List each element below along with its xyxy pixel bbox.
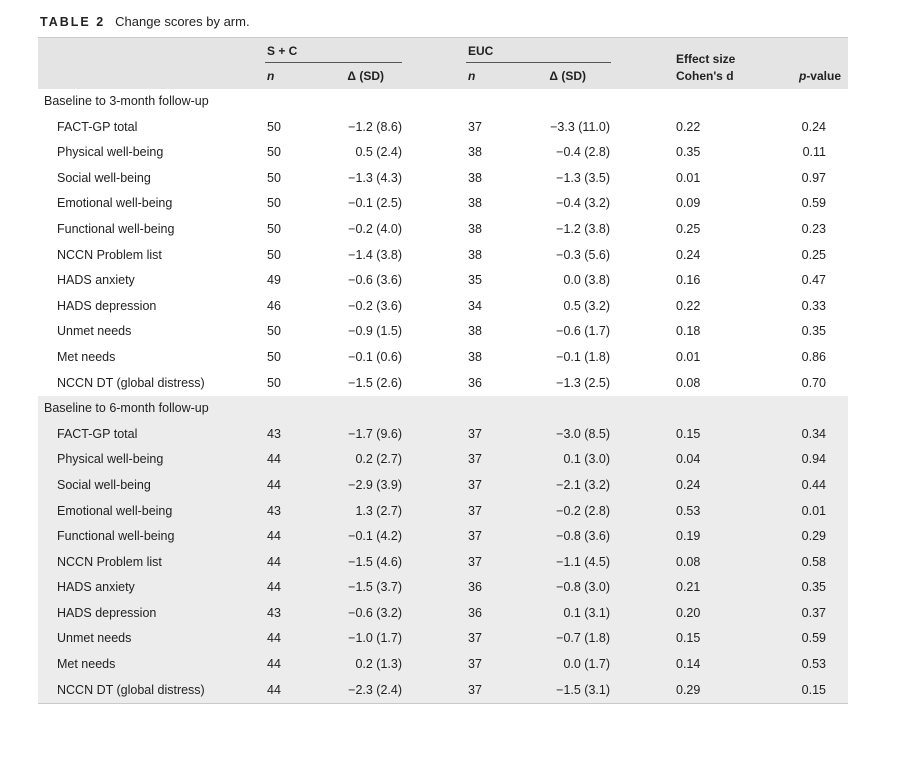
cell-euc-delta: 0.1 (3.0) (563, 452, 610, 467)
cell-euc-n: 37 (468, 503, 482, 518)
cell-sc-delta: −1.0 (1.7) (348, 631, 402, 646)
col-header-n2: n (468, 69, 476, 83)
row-label: Unmet needs (57, 631, 132, 646)
cell-p-value: 0.11 (802, 145, 826, 160)
cell-sc-n: 44 (267, 682, 281, 697)
cell-sc-n: 43 (267, 426, 281, 441)
col-header-n1: n (267, 69, 275, 83)
cell-sc-n: 44 (267, 631, 281, 646)
row-label: HADS depression (57, 605, 157, 620)
table-caption (40, 14, 250, 29)
cell-euc-delta: −0.6 (1.7) (556, 324, 610, 339)
cell-euc-delta: −1.3 (2.5) (556, 375, 610, 390)
cell-p-value: 0.53 (801, 657, 826, 672)
row-label: Physical well-being (57, 452, 164, 467)
table-row (38, 652, 848, 678)
cell-sc-n: 44 (267, 452, 281, 467)
cell-p-value: 0.59 (801, 631, 826, 646)
col-header-p-value: p-value (798, 69, 841, 83)
table-title: Change scores by arm. (115, 14, 250, 29)
cell-euc-n: 36 (468, 580, 482, 595)
row-label: NCCN DT (global distress) (57, 375, 205, 390)
cell-euc-delta: −0.4 (3.2) (556, 196, 610, 211)
table-number: TABLE 2 (40, 15, 106, 29)
cell-sc-delta: −0.6 (3.2) (348, 605, 402, 620)
cell-sc-n: 50 (267, 375, 281, 390)
row-label: NCCN Problem list (57, 554, 162, 569)
cell-sc-delta: −1.7 (9.6) (348, 426, 402, 441)
table-row (38, 601, 848, 627)
cell-euc-n: 37 (468, 529, 482, 544)
cell-sc-delta: −0.2 (4.0) (348, 221, 402, 236)
cell-euc-delta: 0.5 (3.2) (563, 298, 610, 313)
cell-euc-n: 36 (468, 375, 482, 390)
cell-p-value: 0.97 (801, 170, 826, 185)
cell-sc-delta: −0.1 (2.5) (348, 196, 402, 211)
cell-p-value: 0.15 (801, 682, 826, 697)
cell-euc-n: 37 (468, 452, 482, 467)
table-header (38, 37, 848, 89)
cell-euc-n: 35 (468, 273, 482, 288)
cell-euc-n: 37 (468, 657, 482, 672)
cell-euc-n: 38 (468, 145, 482, 160)
cell-euc-delta: −3.0 (8.5) (556, 426, 610, 441)
col-header-effect-size: Effect size (676, 52, 736, 66)
row-label: FACT-GP total (57, 426, 138, 441)
cell-effect-size: 0.15 (676, 426, 701, 441)
cell-p-value: 0.33 (801, 298, 826, 313)
cell-p-value: 0.29 (801, 529, 826, 544)
cell-sc-delta: −0.2 (3.6) (348, 298, 402, 313)
cell-euc-n: 38 (468, 247, 482, 262)
cell-euc-n: 38 (468, 196, 482, 211)
cell-sc-delta: −1.5 (2.6) (348, 375, 402, 390)
table-section-1 (38, 89, 848, 396)
cell-euc-n: 38 (468, 170, 482, 185)
table-row (38, 345, 848, 371)
cell-sc-n: 46 (267, 298, 281, 313)
cell-euc-n: 37 (468, 554, 482, 569)
cell-sc-n: 44 (267, 657, 281, 672)
table-row (38, 140, 848, 166)
cell-p-value: 0.47 (801, 273, 826, 288)
cell-sc-n: 44 (267, 529, 281, 544)
cell-sc-n: 50 (267, 170, 281, 185)
row-label: NCCN Problem list (57, 247, 162, 262)
cell-effect-size: 0.29 (676, 682, 701, 697)
cell-euc-delta: −3.3 (11.0) (550, 119, 610, 134)
cell-effect-size: 0.16 (676, 273, 701, 288)
cell-sc-delta: −1.2 (8.6) (348, 119, 402, 134)
cell-effect-size: 0.14 (676, 657, 701, 672)
cell-euc-delta: 0.0 (1.7) (563, 657, 610, 672)
row-label: Functional well-being (57, 529, 175, 544)
row-label: Emotional well-being (57, 503, 173, 518)
table-row (38, 524, 848, 550)
section-title: Baseline to 3-month follow-up (44, 94, 209, 108)
cell-effect-size: 0.01 (676, 349, 701, 364)
cell-effect-size: 0.08 (676, 554, 701, 569)
cell-euc-n: 37 (468, 119, 482, 134)
cell-p-value: 0.86 (801, 349, 826, 364)
col-header-delta2: Δ (SD) (549, 69, 586, 83)
table-row (38, 422, 848, 448)
cell-p-value: 0.59 (801, 196, 826, 211)
cell-sc-delta: −2.3 (2.4) (348, 682, 402, 697)
cell-euc-delta: −2.1 (3.2) (556, 477, 610, 492)
cell-effect-size: 0.24 (676, 247, 701, 262)
table-row (38, 678, 848, 704)
cell-euc-n: 38 (468, 221, 482, 236)
cell-euc-delta: −0.1 (1.8) (556, 349, 610, 364)
cell-effect-size: 0.21 (676, 580, 701, 595)
cell-sc-delta: 1.3 (2.7) (355, 503, 402, 518)
cell-euc-delta: −0.8 (3.6) (556, 529, 610, 544)
group-underline-euc (466, 62, 611, 63)
cell-sc-delta: −2.9 (3.9) (348, 477, 402, 492)
row-label: Met needs (57, 349, 116, 364)
table-row (38, 499, 848, 525)
group-underline-sc (265, 62, 402, 63)
row-label: Unmet needs (57, 324, 132, 339)
cell-sc-n: 44 (267, 554, 281, 569)
cell-sc-delta: −1.3 (4.3) (348, 170, 402, 185)
cell-euc-delta: −1.1 (4.5) (556, 554, 610, 569)
cell-sc-n: 43 (267, 503, 281, 518)
cell-effect-size: 0.53 (676, 503, 701, 518)
cell-p-value: 0.58 (801, 554, 826, 569)
row-label: FACT-GP total (57, 119, 138, 134)
table-section-2 (38, 396, 848, 704)
cell-sc-n: 50 (267, 324, 281, 339)
cell-sc-delta: 0.2 (2.7) (355, 452, 402, 467)
cell-effect-size: 0.24 (676, 477, 701, 492)
cell-sc-delta: −0.9 (1.5) (348, 324, 402, 339)
cell-effect-size: 0.01 (676, 170, 701, 185)
cell-euc-n: 37 (468, 426, 482, 441)
cell-euc-delta: −0.8 (3.0) (556, 580, 610, 595)
table-row (38, 166, 848, 192)
cell-effect-size: 0.25 (676, 221, 701, 236)
cell-euc-delta: −1.5 (3.1) (556, 682, 610, 697)
row-label: HADS anxiety (57, 580, 135, 595)
cell-euc-delta: −0.2 (2.8) (556, 503, 610, 518)
cell-sc-delta: 0.2 (1.3) (355, 657, 402, 672)
cell-p-value: 0.35 (801, 580, 826, 595)
table-row (38, 243, 848, 269)
row-label: NCCN DT (global distress) (57, 682, 205, 697)
table-row (38, 319, 848, 345)
cell-effect-size: 0.20 (676, 605, 701, 620)
table-row (38, 473, 848, 499)
cell-sc-delta: −0.1 (4.2) (348, 529, 402, 544)
cell-sc-n: 50 (267, 221, 281, 236)
cell-sc-delta: −1.4 (3.8) (348, 247, 402, 262)
cell-p-value: 0.44 (801, 477, 826, 492)
table-row (38, 115, 848, 141)
cell-sc-n: 50 (267, 349, 281, 364)
cell-sc-delta: −0.1 (0.6) (348, 349, 402, 364)
table-row (38, 626, 848, 652)
cell-euc-delta: −0.4 (2.8) (556, 145, 610, 160)
cell-p-value: 0.70 (801, 375, 826, 390)
table-body (38, 89, 848, 704)
row-label: Functional well-being (57, 221, 175, 236)
cell-effect-size: 0.35 (676, 145, 701, 160)
row-label: Social well-being (57, 170, 151, 185)
change-scores-table (38, 37, 848, 704)
cell-sc-n: 44 (267, 477, 281, 492)
cell-effect-size: 0.08 (676, 375, 701, 390)
cell-effect-size: 0.09 (676, 196, 701, 211)
cell-p-value: 0.25 (801, 247, 826, 262)
cell-euc-n: 37 (468, 631, 482, 646)
cell-sc-delta: −0.6 (3.6) (348, 273, 402, 288)
table-row (38, 217, 848, 243)
cell-sc-delta: −1.5 (4.6) (348, 554, 402, 569)
cell-euc-n: 38 (468, 349, 482, 364)
cell-sc-n: 43 (267, 605, 281, 620)
table-row (38, 575, 848, 601)
cell-sc-n: 50 (267, 119, 281, 134)
table-row (38, 447, 848, 473)
cell-sc-n: 44 (267, 580, 281, 595)
row-label: Met needs (57, 657, 116, 672)
col-header-delta1: Δ (SD) (347, 69, 384, 83)
cell-p-value: 0.23 (801, 221, 826, 236)
cell-euc-n: 37 (468, 477, 482, 492)
cell-p-value: 0.35 (801, 324, 826, 339)
cell-sc-n: 50 (267, 196, 281, 211)
col-header-cohens-d: Cohen's d (676, 69, 734, 83)
row-label: HADS depression (57, 298, 157, 313)
cell-euc-n: 38 (468, 324, 482, 339)
cell-effect-size: 0.04 (676, 452, 701, 467)
cell-euc-n: 37 (468, 682, 482, 697)
cell-euc-delta: 0.1 (3.1) (563, 605, 610, 620)
cell-p-value: 0.34 (801, 426, 826, 441)
cell-effect-size: 0.19 (676, 529, 701, 544)
row-label: Social well-being (57, 477, 151, 492)
row-label: HADS anxiety (57, 273, 135, 288)
cell-p-value: 0.24 (801, 119, 826, 134)
table-row (38, 371, 848, 397)
cell-p-value: 0.01 (801, 503, 826, 518)
row-label: Emotional well-being (57, 196, 173, 211)
row-label: Physical well-being (57, 145, 164, 160)
cell-p-value: 0.94 (801, 452, 826, 467)
cell-sc-n: 50 (267, 247, 281, 262)
cell-euc-n: 36 (468, 605, 482, 620)
cell-sc-delta: −1.5 (3.7) (348, 580, 402, 595)
cell-euc-delta: −1.3 (3.5) (556, 170, 610, 185)
cell-effect-size: 0.15 (676, 631, 701, 646)
table-row (38, 191, 848, 217)
cell-euc-delta: 0.0 (3.8) (563, 273, 610, 288)
cell-sc-delta: 0.5 (2.4) (355, 145, 402, 160)
cell-euc-n: 34 (468, 298, 482, 313)
cell-effect-size: 0.18 (676, 324, 701, 339)
cell-effect-size: 0.22 (676, 119, 701, 134)
table-row (38, 268, 848, 294)
table-row (38, 294, 848, 320)
cell-sc-n: 50 (267, 145, 281, 160)
cell-euc-delta: −0.7 (1.8) (556, 631, 610, 646)
cell-p-value: 0.37 (801, 605, 826, 620)
group-header-sc: S + C (267, 44, 298, 58)
cell-effect-size: 0.22 (676, 298, 701, 313)
cell-euc-delta: −1.2 (3.8) (556, 221, 610, 236)
cell-euc-delta: −0.3 (5.6) (556, 247, 610, 262)
table-row (38, 550, 848, 576)
cell-sc-n: 49 (267, 273, 281, 288)
section-title: Baseline to 6-month follow-up (44, 401, 209, 416)
group-header-euc: EUC (468, 44, 494, 58)
